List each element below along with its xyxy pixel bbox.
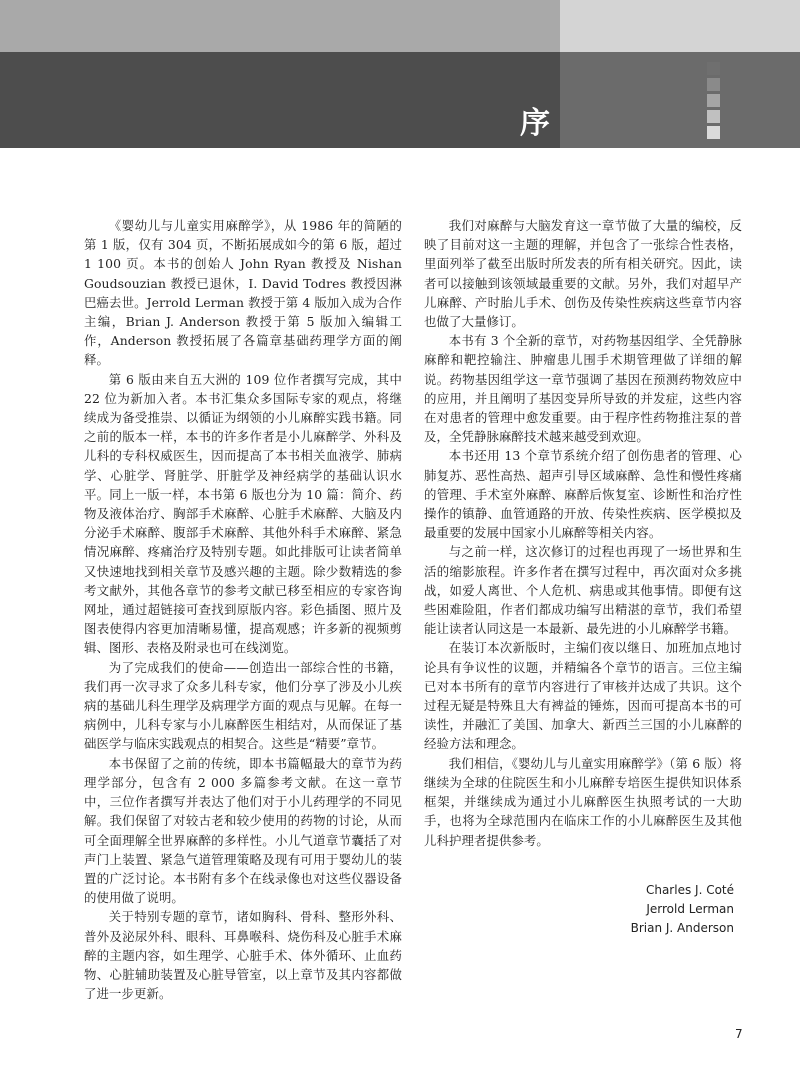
paragraph: 在装订本次新版时，主编们夜以继日、加班加点地讨论具有争议性的议题，并精编各个章节的语言。三位主编已对本书所有的章节内容进行了审核并达成了共识。这个过程无疑是特殊且大有裨益的锤炼，因而可提高本书的可读性，并融汇了美国、加拿大、新西兰三国的小儿麻醉的经验方法和理念。 bbox=[424, 640, 742, 752]
decorative-squares bbox=[707, 62, 721, 142]
decor-square bbox=[707, 110, 720, 123]
paragraph: 为了完成我们的使命——创造出一部综合性的书籍，我们再一次寻求了众多儿科专家，他们分享了涉及小儿疾病的基础儿科生理学及病理学方面的观点与见解。在每一病例中，儿科专家与小儿麻醉医生相结对，从而保证了基础医学与临床实践观点的相契合。这些是“精要”章节。 bbox=[84, 659, 402, 752]
paragraph: 关于特别专题的章节，诸如胸科、骨科、整形外科、普外及泌尿外科、眼科、耳鼻喉科、烧伤科及心脏手术麻醉的主题内容，如生理学、心脏手术、体外循环、止血药物、心脏辅助装置及心脏导管室，以上章节及其内容都做了进一步更新。 bbox=[84, 909, 402, 1002]
paragraph: 与之前一样，这次修订的过程也再现了一场世界和生活的缩影旅程。许多作者在撰写过程中，再次面对众多挑战，如爱人离世、个人危机、病患或其他事情。即便有这些困难险阻，作者们都成功编写出精湛的章节，我们希望能让读者认同这是一本最新、最先进的小儿麻醉学书籍。 bbox=[424, 544, 742, 637]
paragraph: 我们相信，《婴幼儿与儿童实用麻醉学》（第 6 版）将继续为全球的住院医生和小儿麻醉专培医生提供知识体系框架，并继续成为通过小儿麻醉医生执照考试的一大助手，也将为全球范围内在临床工作的小儿麻醉医生及其他儿科护理者提供参考。 bbox=[424, 755, 742, 848]
signature-block bbox=[560, 881, 734, 938]
paragraph: 本书有 3 个全新的章节，对药物基因组学、全凭静脉麻醉和靶控输注、肿瘤患儿围手术期管理做了详细的解说。药物基因组学这一章节强调了基因在预测药物效应中的应用，并且阐明了基因变异所导致的并发症，这些内容在对患者的管理中愈发重要。由于程序性药物推注泵的普及，全凭静脉麻醉技术越来越受到欢迎。 bbox=[424, 333, 742, 445]
header-band-accent bbox=[560, 52, 800, 148]
decor-square bbox=[707, 94, 720, 107]
paragraph: 我们对麻醉与大脑发育这一章节做了大量的编校，反映了目前对这一主题的理解，并包含了一张综合性表格，里面列举了截至出版时所发表的所有相关研究。因此，读者可以接触到该领域最重要的文献。另外，我们对超早产儿麻醉、产时胎儿手术、创伤及传染性疾病这些章节内容也做了大量修订。 bbox=[424, 218, 742, 330]
paragraph: 本书保留了之前的传统，即本书篇幅最大的章节为药理学部分，包含有 2 000 多篇参考文献。在这一章节中，三位作者撰写并表达了他们对于小儿药理学的不同见解。我们保留了对较古老和较少使用的药物的讨论，从而可全面理解全世界麻醉的多样性。小儿气道章节囊括了对声门上装置、紧急气道管理策略及现有可用于婴幼儿的装置的广泛讨论。本书附有多个在线录像也对这些仪器设备的使用做了说明。 bbox=[84, 755, 402, 906]
paragraph: 《婴幼儿与儿童实用麻醉学》，从 1986 年的简陋的第 1 版，仅有 304 页，不断拓展成如今的第 6 版，超过 1 100 页。本书的创始人 John Ryan 教授及 Nishan Goudsouzian 教授已退休，I. David Todres 教授因淋巴癌去世。Jerrold Lerman 教授于第 4 版加入成为合作主编，Brian J. Anderson 教授于第 5 版加入编辑工作，Anderson 教授拓展了各篇章基础药理学方面的阐释。 bbox=[84, 218, 402, 368]
signature-name: Jerrold Lerman bbox=[646, 902, 734, 916]
paragraph: 第 6 版由来自五大洲的 109 位作者撰写完成，其中 22 位为新加入者。本书汇集众多国际专家的观点，将继续成为备受推崇、以循证为纲领的小儿麻醉实践书籍。同之前的版本一样，本书的许多作者是小儿麻醉学、外科及儿科的专科权威医生，因而提高了本书相关血液学、肺病学、心脏学、肾脏学、肝脏学及神经病学的基础认识水平。同上一版一样，本书第 6 版也分为 10 篇：简介、药物及液体治疗、胸部手术麻醉、心脏手术麻醉、大脑及内分泌手术麻醉、腹部手术麻醉、其他外科手术麻醉、紧急情况麻醉、疼痛治疗及特别专题。如此排版可让读者简单又快速地找到相关章节及感兴趣的主题。除少数精选的参考文献外，其他各章节的参考文献已移至相应的专家咨询网址，通过超链接可查找到原版内容。彩色插图、照片及图表使得内容更加清晰易懂，提高观感；许多新的视频剪辑、图形、表格及附录也可在线浏览。 bbox=[84, 371, 402, 656]
signature-name: Charles J. Coté bbox=[645, 883, 734, 897]
decor-square bbox=[707, 78, 720, 91]
right-column bbox=[424, 216, 742, 850]
page-title: 序 bbox=[520, 106, 550, 141]
left-column bbox=[84, 216, 402, 1003]
decor-square bbox=[707, 126, 720, 139]
signature-name: Brian J. Anderson bbox=[630, 921, 734, 935]
page-number: 7 bbox=[735, 1027, 743, 1041]
decor-square bbox=[707, 62, 720, 75]
header-band-top-accent bbox=[560, 0, 800, 52]
paragraph: 本书还用 13 个章节系统介绍了创伤患者的管理、心肺复苏、恶性高热、超声引导区域麻醉、急性和慢性疼痛的管理、手术室外麻醉、麻醉后恢复室、诊断性和治疗性操作的镇静、血管通路的开放、传染性疾病、医学模拟及最重要的发展中国家小儿麻醉等相关内容。 bbox=[424, 448, 742, 541]
